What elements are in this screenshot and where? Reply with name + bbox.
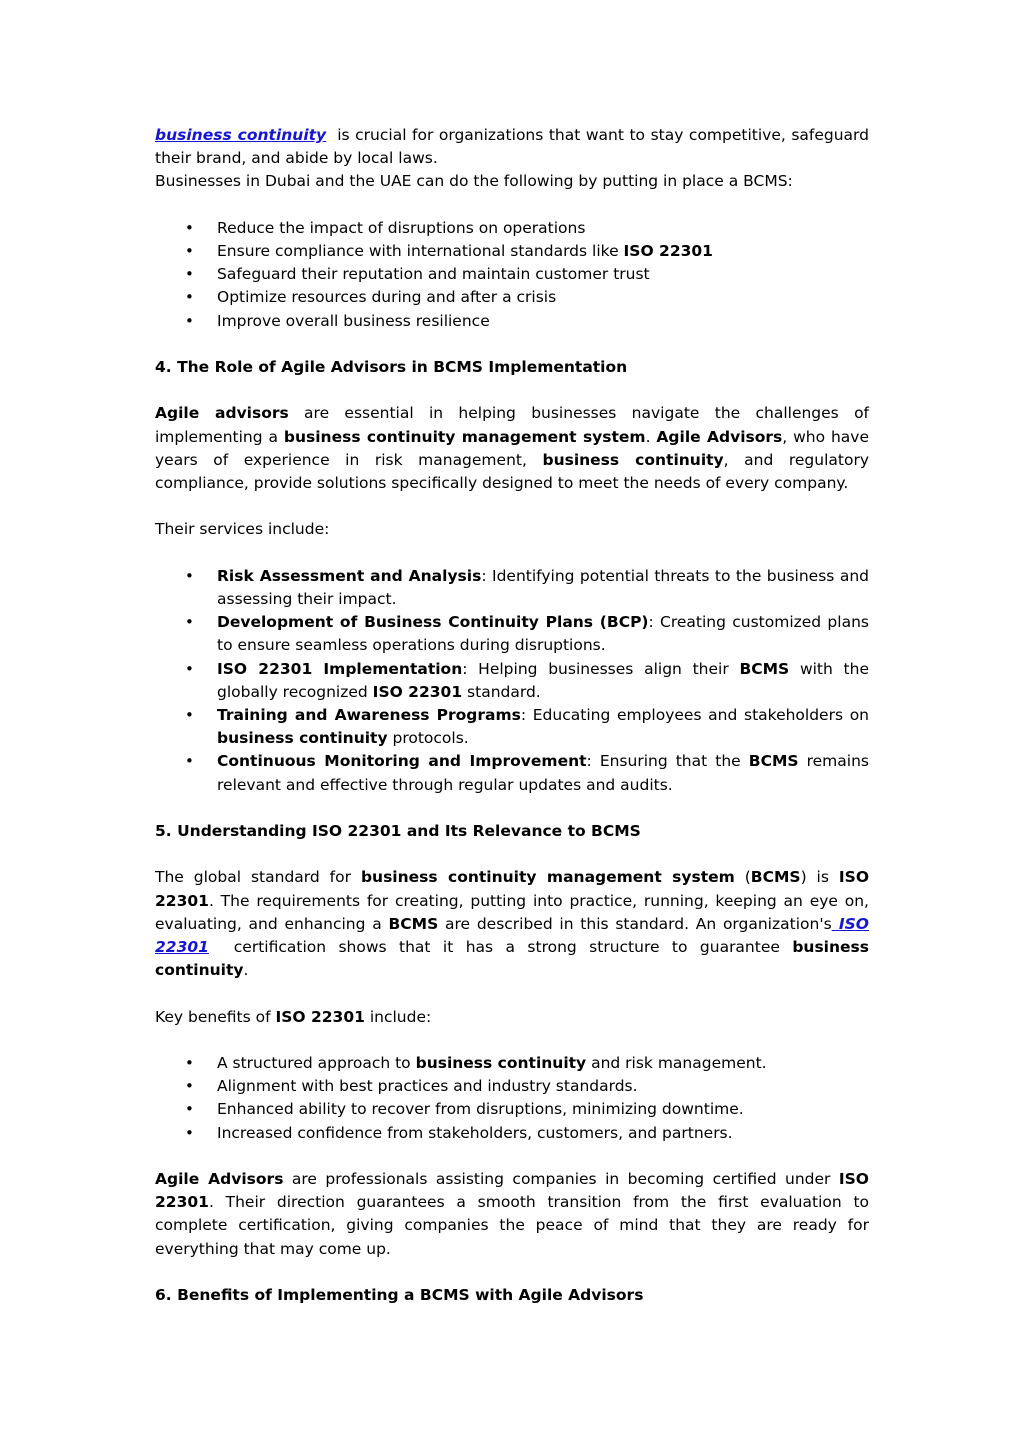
list-item: • Development of Business Continuity Plans (BCP): Creating customized plans to ensure seamless operations during disruptions. bbox=[185, 613, 869, 655]
bullet-icon: • bbox=[185, 752, 194, 771]
bullet-icon: • bbox=[185, 1077, 194, 1096]
bullet-icon: • bbox=[185, 265, 194, 284]
bcms-benefits-list bbox=[155, 217, 869, 333]
list-item: • Increased confidence from stakeholders, customers, and partners. bbox=[155, 1122, 869, 1145]
list-item: • Enhanced ability to recover from disruptions, minimizing downtime. bbox=[155, 1098, 869, 1121]
list-item: • Reduce the impact of disruptions on operations bbox=[155, 217, 869, 240]
bullet-icon: • bbox=[185, 706, 194, 724]
list-item: • Risk Assessment and Analysis: Identifying potential threats to the business and assessing their impact. bbox=[185, 566, 869, 608]
bullet-icon: • bbox=[185, 242, 194, 260]
bullet-icon: • bbox=[185, 288, 194, 307]
intro-line-2: Businesses in Dubai and the UAE can do the following by putting in place a BCMS: bbox=[155, 172, 793, 191]
bullet-icon: • bbox=[185, 613, 194, 632]
list-item: • Alignment with best practices and industry standards. bbox=[155, 1075, 869, 1098]
list-item: • Training and Awareness Programs: Educating employees and stakeholders on business continuity protocols. bbox=[185, 706, 870, 748]
list-item: • ISO 22301 Implementation: Helping businesses align their BCMS with the globally recognized ISO 22301 standard. bbox=[185, 659, 869, 701]
iso-22301-link[interactable]: ISO 22301 bbox=[155, 914, 869, 956]
bullet-icon: • bbox=[185, 659, 194, 678]
list-item: • Safeguard their reputation and maintain customer trust bbox=[155, 263, 869, 286]
list-item: • Continuous Monitoring and Improvement: Ensuring that the BCMS remains relevant and effective through regular updates and audits. bbox=[185, 752, 869, 794]
bullet-icon: • bbox=[185, 311, 194, 330]
section-5-paragraph: The global standard for business continuity management system (BCMS) is ISO 22301. The requirements for creating, putting into practice, running, keeping an eye on, evaluating, and enhancing a BCMS are described in this standard. An organization's ISO 22301 certification shows that it has a strong structure to guarantee business continuity. bbox=[155, 868, 869, 980]
bullet-icon: • bbox=[185, 1100, 194, 1119]
benefits-intro: Key benefits of ISO 22301 include: bbox=[155, 1007, 432, 1026]
section-5-closing-paragraph: Agile Advisors are professionals assisting companies in becoming certified under ISO 22301. Their direction guarantees a smooth transition from the first evaluation to complete certification, giving companies the peace of mind that they are ready for everything that may come up. bbox=[155, 1169, 869, 1258]
list-item: • Improve overall business resilience bbox=[155, 310, 869, 333]
services-intro: Their services include: bbox=[155, 520, 330, 539]
list-item: • Optimize resources during and after a crisis bbox=[155, 286, 869, 309]
bullet-icon: • bbox=[185, 1123, 194, 1142]
list-item: • A structured approach to business continuity and risk management. bbox=[155, 1052, 869, 1075]
services-list bbox=[155, 565, 869, 797]
section-5-heading: 5. Understanding ISO 22301 and Its Relevance to BCMS bbox=[155, 822, 641, 840]
section-4-paragraph: Agile advisors are essential in helping businesses navigate the challenges of implementing a business continuity management system. Agile Advisors, who have years of experience in risk management, business continuity, and regulatory compliance, provide solutions specifically designed to meet the needs of every company. bbox=[155, 404, 870, 492]
business-continuity-link[interactable]: business continuity bbox=[155, 126, 327, 144]
bullet-icon: • bbox=[185, 566, 194, 585]
iso-benefits-list bbox=[155, 1052, 869, 1145]
section-4-heading: 4. The Role of Agile Advisors in BCMS Implementation bbox=[155, 358, 628, 376]
document-body bbox=[155, 124, 874, 1307]
list-item: • Ensure compliance with international standards like ISO 22301 bbox=[155, 240, 869, 263]
intro-text: is crucial for organizations that want to stay competitive, safeguard their brand, and abide by local laws. bbox=[155, 126, 874, 168]
intro-paragraph bbox=[155, 124, 874, 170]
bullet-icon: • bbox=[185, 218, 194, 237]
section-6-heading: 6. Benefits of Implementing a BCMS with Agile Advisors bbox=[155, 1285, 644, 1304]
bullet-icon: • bbox=[185, 1053, 194, 1072]
